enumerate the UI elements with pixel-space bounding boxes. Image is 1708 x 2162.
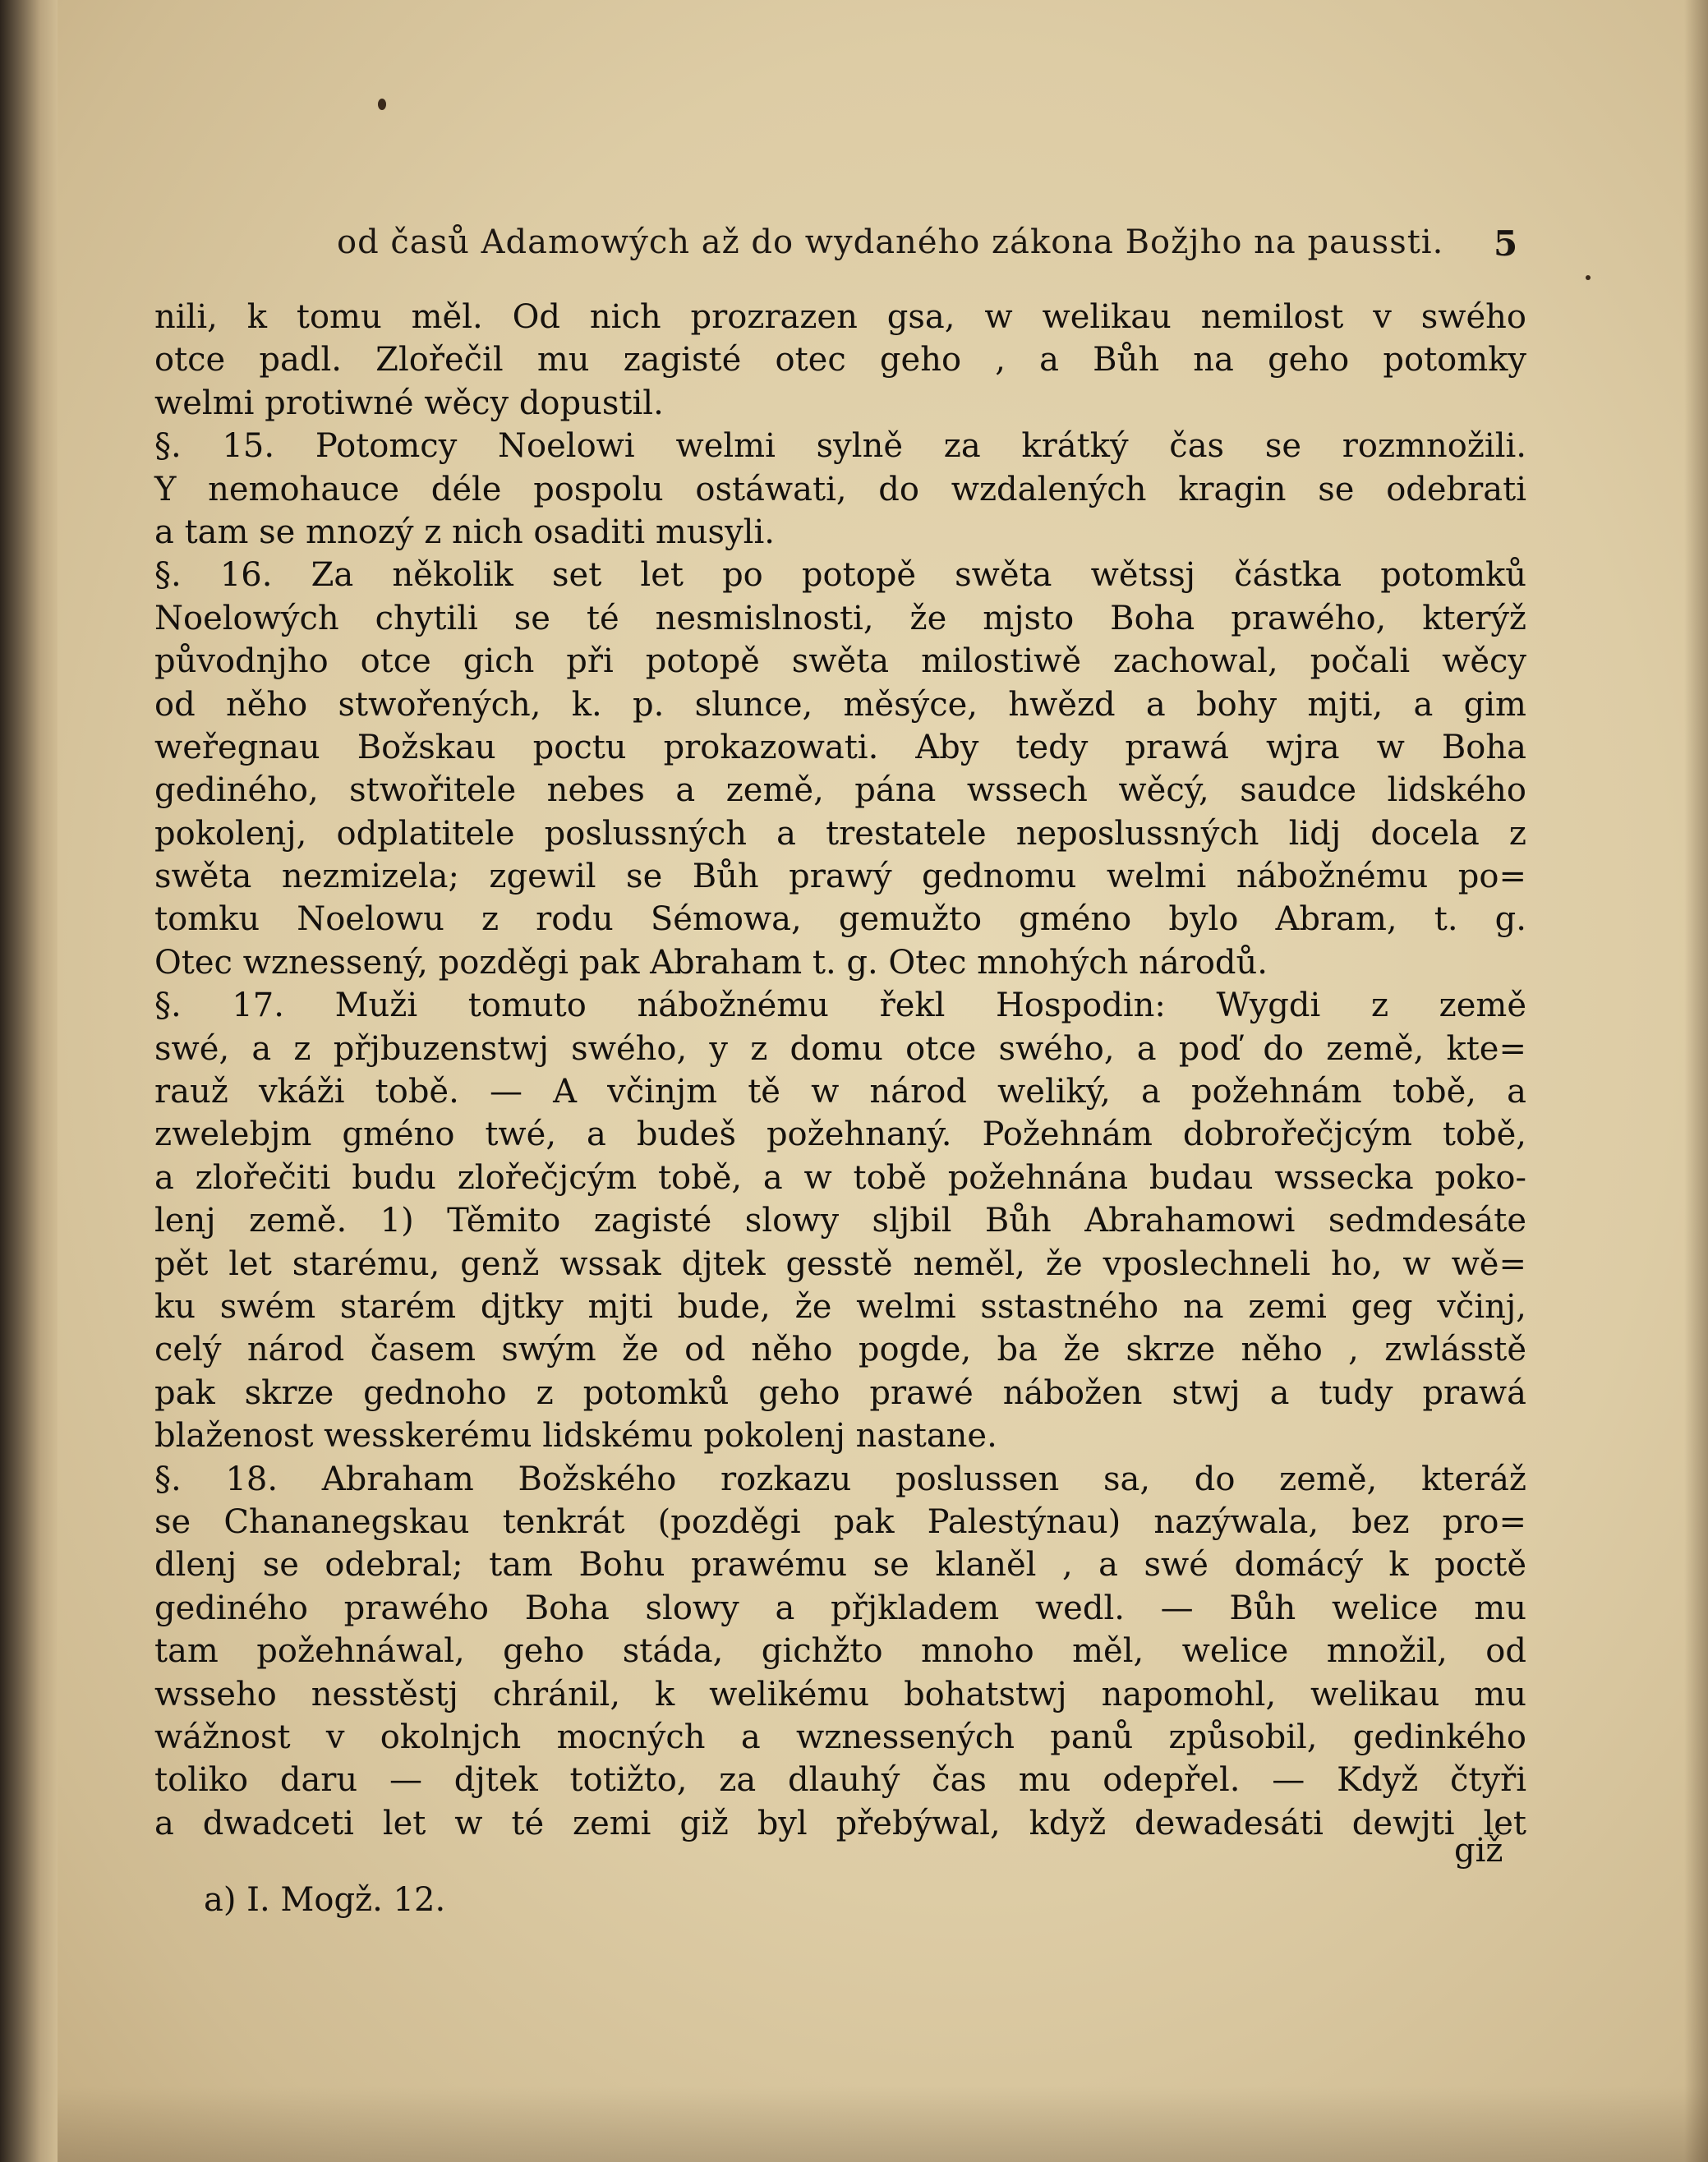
- text-line: blaženost wesskerému lidskému pokolenj nastane.: [154, 1417, 997, 1456]
- text-line: otce padl. Zlořečil mu zagisté otec geho , a Bůh na geho potomky: [154, 341, 1526, 380]
- text-line: wážnost v okolnjch mocných a wznessených panů způsobil, gedinkého: [154, 1718, 1526, 1756]
- text-line: dlenj se odebral; tam Bohu prawému se klaněl , a swé domácý k poctě: [154, 1546, 1526, 1585]
- book-page: [58, 0, 1708, 2162]
- text-line: gediného, stwořitele nebes a země, pána wssech wěcý, saudce lidského: [154, 771, 1526, 810]
- text-line: a zlořečiti budu zlořečjcým tobě, a w tobě požehnána budau wssecka poko-: [154, 1158, 1526, 1197]
- page-bottom-shade: [58, 2086, 1708, 2162]
- text-line: welmi protiwné wěcy dopustil.: [154, 384, 664, 422]
- text-line: nili, k tomu měl. Od nich prozrazen gsa, w welikau nemilost v swého: [154, 298, 1526, 336]
- main-text: [154, 296, 1526, 1845]
- text-line: tomku Noelowu z rodu Sémowa, gemužto gméno bylo Abram, t. g.: [154, 900, 1526, 939]
- text-line: původnjho otce gich při potopě swěta milostiwě zachowal, počali wěcy: [154, 642, 1526, 681]
- text-line: Otec wznessený, pozděgi pak Abraham t. g. Otec mnohých národů.: [154, 943, 1268, 982]
- text-line: §. 17. Muži tomuto nábožnému řekl Hospodin: Wygdi z země: [154, 987, 1526, 1025]
- text-line: lenj země. 1) Těmito zagisté slowy sljbil Bůh Abrahamowi sedmdesáte: [154, 1202, 1526, 1240]
- text-line: §. 15. Potomcy Noelowi welmi sylně za krátký čas se rozmnožili.: [154, 427, 1526, 466]
- book-binding-edge: [0, 0, 58, 2162]
- text-line: §. 16. Za několik set let po potopě swěta wětssj částka potomků: [154, 556, 1526, 595]
- text-line: wsseho nesstěstj chránil, k welikému bohatstwj napomohl, welikau mu: [154, 1675, 1526, 1714]
- page-edge-shadow: [1684, 0, 1708, 2162]
- text-line: tam požehnáwal, geho stáda, gichžto mnoho měl, welice množil, od: [154, 1632, 1526, 1671]
- text-line: toliko daru — djtek totižto, za dlauhý čas mu odepřel. — Když čtyři: [154, 1761, 1526, 1800]
- text-line: pak skrze gednoho z potomků geho prawé nábožen stwj a tudy prawá: [154, 1373, 1526, 1412]
- text-line: Noelowých chytili se té nesmislnosti, že mjsto Boha prawého, kterýž: [154, 599, 1526, 637]
- text-line: swé, a z přjbuzenstwj swého, y z domu otce swého, a poď do země, kte=: [154, 1029, 1526, 1068]
- text-line: a tam se mnozý z nich osaditi musyli.: [154, 513, 775, 551]
- catchword: giž: [1454, 1832, 1503, 1870]
- text-line: pokolenj, odplatitele poslussných a trestatele neposlussných lidj docela z: [154, 814, 1526, 853]
- text-line: rauž vkáži tobě. — A včinjm tě w národ weliký, a požehnám tobě, a: [154, 1073, 1526, 1111]
- text-line: gediného prawého Boha slowy a přjkladem wedl. — Bůh welice mu: [154, 1589, 1526, 1627]
- text-line: zwelebjm gméno twé, a budeš požehnaný. Požehnám dobrořečjcým tobě,: [154, 1116, 1526, 1154]
- text-line: weřegnau Božskau poctu prokazowati. Aby tedy prawá wjra w Boha: [154, 728, 1526, 766]
- text-line: ku swém starém djtky mjti bude, že welmi sstastného na zemi geg včinj,: [154, 1287, 1526, 1326]
- text-line: §. 18. Abraham Božského rozkazu poslussen sa, do země, kteráž: [154, 1460, 1526, 1498]
- text-line: celý národ časem swým že od něho pogde, ba že skrze něho , zwlásstě: [154, 1331, 1526, 1369]
- text-line: swěta nezmizela; zgewil se Bůh prawý gednomu welmi nábožnému po=: [154, 858, 1526, 896]
- text-line: od něho stwořených, k. p. slunce, měsýce, hwězd a bohy mjti, a gim: [154, 685, 1526, 724]
- text-line: a dwadceti let w té zemi giž byl přebýwal, když dewadesáti dewjti let: [154, 1804, 1526, 1842]
- ink-speck: [378, 99, 386, 110]
- footnote: a) I. Mogž. 12.: [204, 1881, 446, 1919]
- text-line: Y nemohauce déle pospolu ostáwati, do wzdalených kragin se odebrati: [154, 470, 1526, 508]
- text-line: se Chananegskau tenkrát (pozděgi pak Palestýnau) nazýwala, bez pro=: [154, 1502, 1526, 1541]
- page-number: 5: [1494, 223, 1518, 264]
- ink-speck: [1586, 275, 1591, 280]
- running-head: od časů Adamowých až do wydaného zákona Božjho na paussti.: [337, 223, 1444, 261]
- text-line: pět let starému, genž wssak djtek gesstě neměl, že vposlechneli ho, w wě=: [154, 1244, 1526, 1283]
